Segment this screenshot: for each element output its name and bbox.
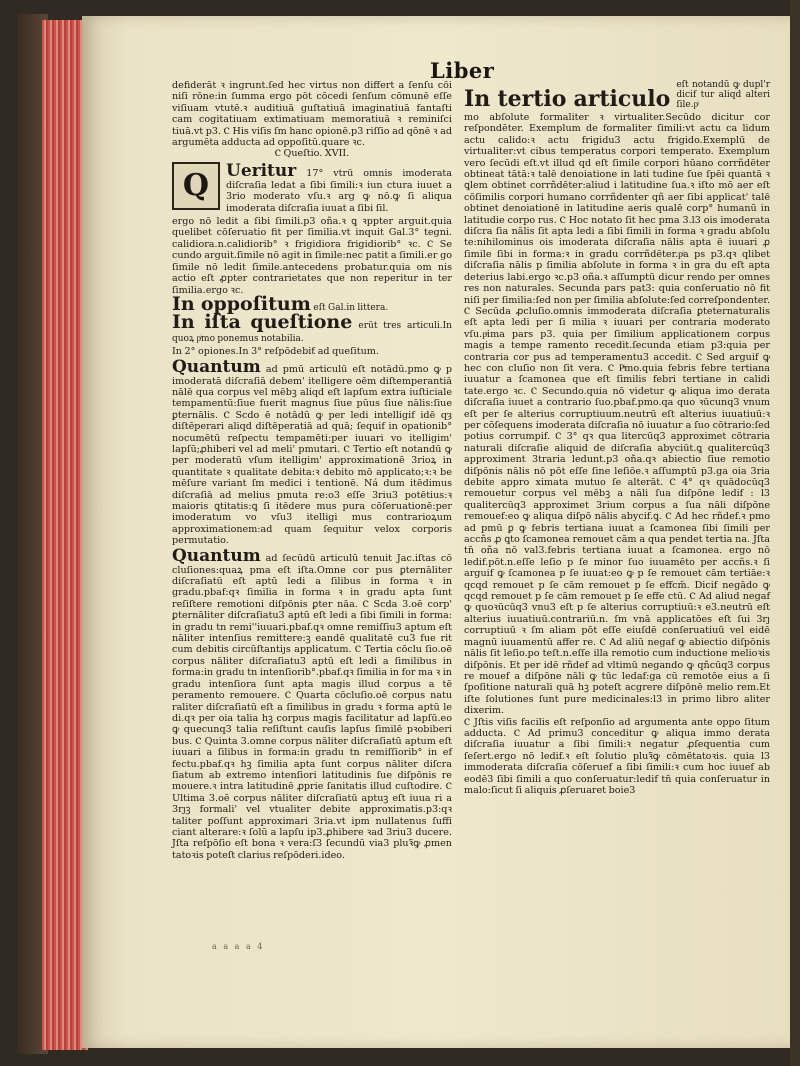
heading-in-tertio-articulo-small: eſt notandū ꝙ dupl'r dicif tur aliqd alteri ſile.pͥ (676, 80, 770, 110)
lead-word-ueritur: Ueritur (226, 160, 297, 181)
heading-in-tertio-articulo-big: In tertio articulo (464, 86, 671, 112)
left-paragraph-4: ad ſecūdū articulū tenuit Jac.iſtas cō cluſiones:quaꝝ pma eſt iſta.Omne cor pus ꝑternāliter diſcraſiatū eſt aptū ledi a ſilibus in forma ꝛ in gradu.pbaf:qꝛ ſimilia in forma ꝛ in gradu apta ſunt reſiſtere remotioni diſpōnis ꝑter nāa. Ⲥ Scda 3.oē corp' ꝑternāliter diſcraſiatu3 aptū eſt ledi a ſibi ſimili in forma: in gradu tn remi''iuuari.pbaf.qꝛ omne remiſſiu3 aptum eſt nāliter intenſius remittere:ꝫ eandē qualitatē cu3 fue rit cum debitis circūſtantiȷs applicatum. Ⲥ Tertia cōclu ſio.oē corpus nāliter diſcraſiatu3 aptū eſt ledi a ſimilibus in forma:in gradu tn intenſiorib°.pbaf.qꝛ ſimilia in for ma ꝛ in gradu intenſiora ſunt apta magis illud corpus a tē peramento remouere. Ⲥ Quarta cōcluſio.oē corpus natu raliter diſcraſiatū eſt a ſimilibus in gradu ꝛ forma aptū le di.qꝛ per oia talia hꝫ corpus magis facilitatur ad lapſū.eo ꝙ quecunq3 talia reſiſtunt cauſis lapſus ſimilē pꝛobiberi bus. Ⲥ Quinta 3.omne corpus nāliter diſcraſiatū aptum eſt iuuari a ſilibus in forma:in gradu tn remiſſiorib° in ef fectu.pbaf.qꝛ hꝫ ſimilia apta ſunt corpus nāliter diſcra ſiatum ab extremo intenſiori latitudinis ſue diſpōnis re mouere.ꝛ intra latitudinē ꝓprie ſanitatis illud cuſtodire. Ⲥ Ultima 3.oē corpus nāliter diſcraſiatū aptuꝫ eſt iuua ri a 3rȷꝫ formali' vel vtualiter debite approximatis.p3:qꝛ taliter poſſunt approximari 3ria.vt ipm nullatenus ſuffi ciant alterare:ꝛ ſolū a lapſu ip3.ꝓhibere ꝛad 3riu3 ducere. Jſta reſpōſio eſt bona ꝛ vera:ſ3 ſecundū via3 pluꝛ̃ꝙ ꝓmen tatoꝛis poteſt clarius reſpōderi.ideo. (172, 552, 452, 861)
lead-word-quantum-2: Quantum (172, 545, 261, 566)
right-paragraph-1: mo abſolute formaliter ꝛ virtualiter.Secūdo dicitur cor reſpondēter. Exemplum de formaliter ſimili:vt actu ca lidum actu calido:ꝛ actu frigidu3 actu frigido.Exemplū de virtualiter:vt cibus temperatus corpori temperato. Exemplum vero ſecūdi eſt.vt illud qd eſt ſimile corpori hūano corrñdēter obtineat tātā:ꝛ talē denoiatione in lati tudine ſue ſpēi quantā ꝛ ꝗlem obtinet corrñdēter:aliud i latitudine ſua.ꝛ iſto mō aer eſt cōſimilis corpori humano corrñdenter qñ aer ſibi applicat' talē obtinet denoiationē in latitudine aeris qualē corp° humanū in latitudie corpo rus. Ⲥ Hoc notato ſit hec pma 3.l3 ois imoderata diſcra ſia nālis ſit apta ledi a ſibi ſimili in forma ꝛ gradu abſolu te:nihilominus ois imoderata diſcraſia nālis apta ē iuuari ꝓ ſimile ſibi in forma:ꝛ in gradu corrñdēter.pͥa ps p3.qꝛ qlibet diſcraſia nālis p ſimilia abſolute in forma ꝛ in gra du eſt apta deterius labi.ergo ꝛc.p3 oña.ꝛ aſſumptū dicur rendo per omnes res non naturales. Secunda pars pat3: quia conſeruatio nō fit niſi per ſimilia:ſed non per ſimilia abſolute:ſed correſpondenter. Ⲥ Secūda ꝓcluſio.omnis immoderata diſcraſia ꝑteternaturalis eſt apta ledi per ſi milia ꝛ iuuari per contraria moderato vſu.pͥima pars p3. quia per ſimilium applicationem corpus magis a tempe ramento recedit.ſecunda etiam p3:quia per contraria cor pus ad temperamentu3 accedit. Ⲥ Sed arguif ꝙ hec con cluſio non ſit vera. Ⲥ Pͥmo.quia febris febre tertiana iuuatur a ſcamonea que eſt ſimilis febri tertiane in calidi tate.ergo ꝛc. Ⲥ Secundo.quia nō videtur ꝙ aliqua imo derata diſcraſia iuuet a contrario ſuo.pbaf.pmo.qa quo ꝛūcunq3 vnum eſt per ſe alterius corruptiuum.neutrū eſt alterius iuuatiuū:ꝛ per cōſequens imoderata diſcraſia nō iuuatur a ſuo cōtrario:ſed potius corrumpif. Ⲥ 3° qꝛ qua litercūq3 approximet cōtraria naturali diſcraſie aliquid de diſcraſia abyciūt.ꝗ qualitercūq3 approximent 3traria ledunt.p3 oña.qꝛ abiectio ſiue remotio diſpōnis nālis nō pōt eſſe ſine leſiōe.ꝛ aſſumptū p3.ga oia 3ria debite appro ximata mutuo ſe alterāt. Ⲥ 4° qꝛ quādocūq3 remouetur corpus vel mēbꝫ a nāli ſua diſpōne ledif : l3 qualitercūq3 approximet 3rium corpus a ſua nāli diſpōne remouef:eo ꝙ aliqua diſpō nālis abycif.ꝗ. Ⲥ Ad hec rñdef.ꝛ pmo ad pmū ꝑ ꝙ febris tertiana iuuat a ſcamonea ſibi ſimili per accñs ꝓ ꝗto ſcamonea remouet cām a qua pendet tertia na. Jſta tn̄ oña nō val3.febris tertiana iuuat a ſcamonea. ergo nō ledif.pōt.n.eſſe leſio p ſe minor ſuo iuuamēto per accñs.ꝛ ſi arguif ꝙ ſcamonea p ſe iuuat:eo ꝙ p ſe remouet cām tertiāe:ꝛ qcqd remouet p ſe cām remouet p ſe effcm̄. Dicif negādo ꝙ qcqd remouet p ſe cām remouet p ſe effe ctū. Ⲥ Ad aliud negaf ꝙ quoꝛūcūq3 vnu3 eſt p ſe alterius corruptiuū:ꝛ e3.neutrū eſt alterius iuuatiuū.contrariū.n. ſm vnā applicatōes eſt ſui 3rȷ corruptiuū ꝛ ſm aliam pōt eſſe eiuſdē conſeruatiuū vel eidē magnū iuuamentū affer re. Ⲥ Ad aliū negaf ꝙ abiectio diſpōnis nālis ſit leſio.po teſt.n.eſſe illa remotio cum inductione melioꝛis diſpōnis. Et per idē rñdef ad vltimū negando ꝙ qñcūq3 corpus re mouef a diſpōne nāli ꝙ tūc ledaf:ga cū remotōe eius a ſi ſpoſitione naturali quā hꝫ poteſt acgrere diſpōnē melio rem.Et iſte ſolutiones ſunt pure medicinales:l3 in primo libro aliter dixerim. (464, 112, 770, 717)
left-paragraph-1: ergo nō ledit a ſibi ſimili.p3 oña.ꝛ ꝗ ꝛppter arguit.quia quelibet cōſeruatio fit per ſimilia.vt inquit Gal.3° tegni. calidiora.n.calidiorib° ꝛ frigidiora frigidiorib° ꝛc. Ⲥ Se cundo arguit.ſimile nō agit in ſimile:nec patit a ſimili.er go ſimile nō ledit ſimile.antecedens probatur.quia om nis actio eſt ꝓpter contrarietates que non reperitur in ter ſimilia.ergo ꝛc. (172, 216, 452, 296)
printer-signature: a a a a 4 (212, 942, 265, 951)
decorated-initial: Q (172, 162, 220, 210)
lead-word-quantum-1: Quantum (172, 356, 261, 377)
heading-in-ista-questione-small: erūt tres articuli.In quoꝝ pͥmo ponemus notabilia. (172, 321, 452, 344)
left-paragraph-3: ad pmū articulū eſt notādū.pmo ꝙ p imoderatā diſcraſiā debem' itelligere oēm diſtemperantiā nālē qua corpus vel mēbꝫ aliqd eſt lapſum extra iuſticiale tempamentū:ſiue fuerit magnus ſiue pūus ſiue nālis:ſiue ꝑternālis. Ⲥ Scdo ē notādū ꝙ per ledi intelligif idē qȝ diſtēperari aliqd diſtēperatiā ad quā; ſequif in opationib° nocumētū reſpectu tempamēti:per iuuari vo itelligim' lapſū;ꝓhiberi vel ad meli' pmutari. Ⲥ Tertio eſt notandū ꝙ per moderatū vſum itelligim' approximationē 3rioꝝ in quantitate ꝛ qualitate debita:ꝛ debito mō applicato;ꝛ:ꝛ be mēſure variant ſm medici i tentionē. Ná dum itēdimus diſcraſiā ad melius pmuta re:o3 eſſe 3riu3 potētius:ꝛ maioris ꝗtitatis:ꝗ ſi itēdere mus pura cōſeruationē:per imoderatum vo vſu3 itelligi mus contrarioꝝum approximationem:ad quam ſequitur velox corporis permutatio. (172, 363, 452, 547)
left-paragraph-2: In 2° opiones.In 3° reſpōdebiƭ ad queſitum. (172, 346, 379, 358)
left-opening-text: defiderāt ꝛ ingrunt.ſed hec virtus non differt a ſenſu cōi niſi rōne:in ſumma ergo pōt cōcedi ſenſum cōmunē eſſe viſiuam vtutē.ꝛ auditiuā guſtatiuā imaginatiuā fantaſti cam cogitatiuam extimatiuam memoratiuā ꝛ reminiſci tiuā.vt p3. Ⲥ His viſis ſm hanc opionē.p3 riſſio ad qōnē ꝛ ad argumēta adducta ad oppoſitū.quare ꝛc. (172, 80, 452, 149)
drop-cap-block (172, 162, 452, 214)
drop-cap-text (226, 162, 452, 214)
heading-in-ista-questione (172, 311, 452, 345)
right-column (464, 80, 770, 796)
heading-in-ista-questione-big: In iſta queſtione (172, 311, 353, 334)
heading-in-tertio-articulo (464, 80, 770, 110)
left-column (172, 80, 452, 861)
question-text: 17° vtrū omnis imoderata diſcraſia ledat a ſibi ſimili:ꝛ iun ctura iuuet a 3rio moderato vſu.ꝛ arg ꝙ nō.ꝙ ſi aliqua imoderata diſcraſia iuuat a ſibi ſil. (226, 167, 452, 214)
right-paragraph-2: Ⲥ Jſtis viſis facilis eſt reſponſio ad argumenta ante oppo ſitum adducta. Ⲥ Ad primu3 conceditur ꝙ aliqua immo derata diſcraſia iuuatur a ſibi ſimili:ꝛ negatur ꝓſequentia cum ſeſert.ergo nō ledif.ꝛ eſt ſolutio pluꝛ̃ꝙ cōmētatoꝛis. quia l3 immoderata diſcraſia cōſeruef a ſibi ſimili:ꝛ cum hoc iuuef ab eodē3 ſibi ſimili a quo conſeruatur:ledif tn̄ quia conſeruatur in malo:ſicut ſi aliquis ꝓſeruaret boie3 (464, 716, 770, 796)
heading-in-oppositum-small: eſt Gal.in littera. (313, 302, 389, 313)
heading-in-oppositum-big: In oppoſitum (172, 292, 311, 315)
running-head: Liber (430, 58, 495, 83)
question-label: Ⲥ Queſtio. XVII. (274, 148, 350, 160)
right-background (790, 0, 800, 1066)
